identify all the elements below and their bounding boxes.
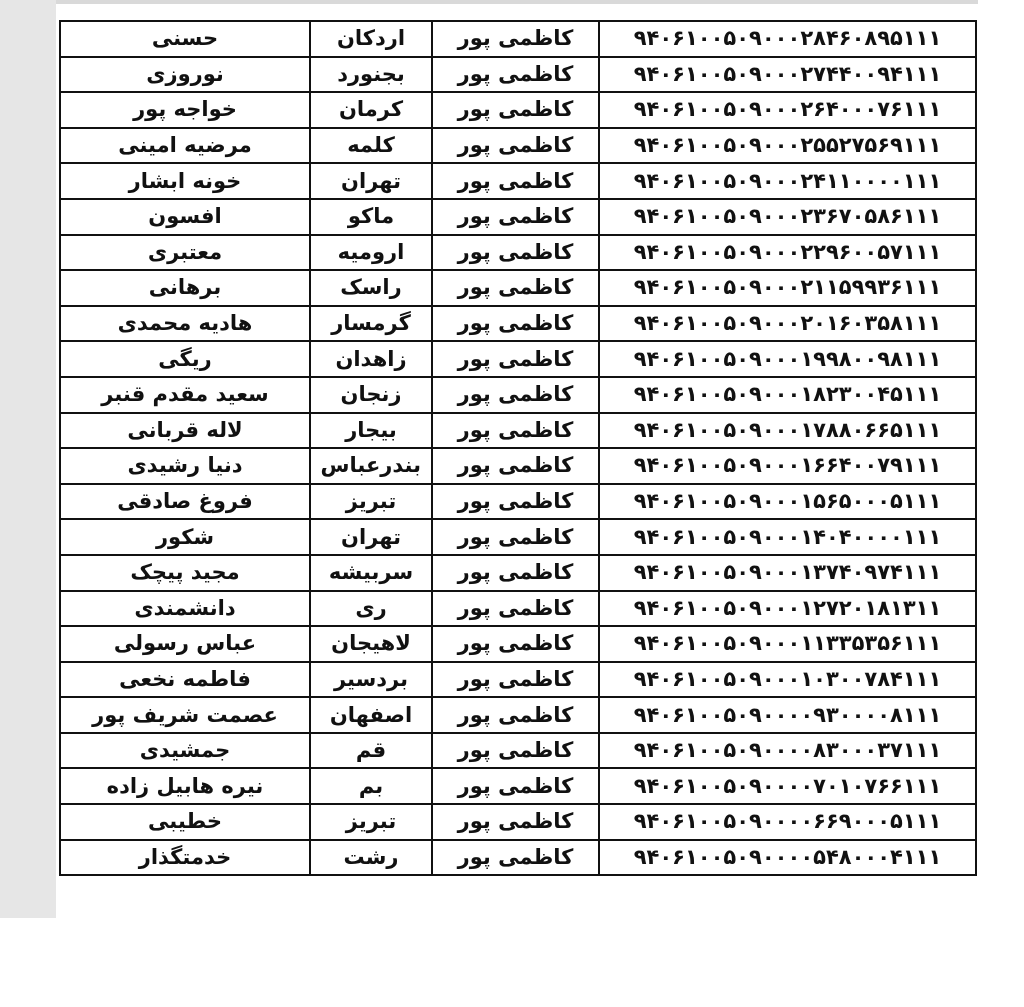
- city-cell: تهران: [310, 519, 432, 555]
- table-row: [60, 92, 976, 128]
- account-number-cell: ۹۴۰۶۱۰۰۵۰۹۰۰۰۰۸۳۰۰۰۳۷۱۱۱: [599, 733, 976, 769]
- account-number-cell: ۹۴۰۶۱۰۰۵۰۹۰۰۰۲۵۵۲۷۵۶۹۱۱۱: [599, 128, 976, 164]
- city-cell: ارومیه: [310, 235, 432, 271]
- city-cell: کلمه: [310, 128, 432, 164]
- name-cell: ریگی: [60, 341, 310, 377]
- account-number-cell: ۹۴۰۶۱۰۰۵۰۹۰۰۰۲۰۱۶۰۳۵۸۱۱۱: [599, 306, 976, 342]
- city-cell: بردسیر: [310, 662, 432, 698]
- account-number-cell: ۹۴۰۶۱۰۰۵۰۹۰۰۰۲۳۶۷۰۵۸۶۱۱۱: [599, 199, 976, 235]
- city-cell: اردکان: [310, 21, 432, 57]
- name-cell: فروغ صادقی: [60, 484, 310, 520]
- surname-cell: کاظمی پور: [432, 662, 599, 698]
- records-table: [59, 20, 977, 876]
- name-cell: معتبری: [60, 235, 310, 271]
- account-number-cell: ۹۴۰۶۱۰۰۵۰۹۰۰۰۲۸۴۶۰۸۹۵۱۱۱: [599, 21, 976, 57]
- surname-cell: کاظمی پور: [432, 733, 599, 769]
- city-cell: بجنورد: [310, 57, 432, 93]
- city-cell: لاهیجان: [310, 626, 432, 662]
- city-cell: اصفهان: [310, 697, 432, 733]
- table-row: [60, 413, 976, 449]
- name-cell: عصمت شریف پور: [60, 697, 310, 733]
- table-row: [60, 697, 976, 733]
- surname-cell: کاظمی پور: [432, 840, 599, 876]
- account-number-cell: ۹۴۰۶۱۰۰۵۰۹۰۰۰۱۵۶۵۰۰۰۵۱۱۱: [599, 484, 976, 520]
- city-cell: تبریز: [310, 484, 432, 520]
- account-number-cell: ۹۴۰۶۱۰۰۵۰۹۰۰۰۰۷۰۱۰۷۶۶۱۱۱: [599, 768, 976, 804]
- table-row: [60, 448, 976, 484]
- surname-cell: کاظمی پور: [432, 21, 599, 57]
- table-row: [60, 840, 976, 876]
- scan-top-edge: [56, 0, 978, 4]
- name-cell: دنیا رشیدی: [60, 448, 310, 484]
- surname-cell: کاظمی پور: [432, 591, 599, 627]
- name-cell: سعید مقدم قنبر: [60, 377, 310, 413]
- surname-cell: کاظمی پور: [432, 448, 599, 484]
- surname-cell: کاظمی پور: [432, 92, 599, 128]
- city-cell: رشت: [310, 840, 432, 876]
- table-row: [60, 128, 976, 164]
- surname-cell: کاظمی پور: [432, 377, 599, 413]
- surname-cell: کاظمی پور: [432, 235, 599, 271]
- table-row: [60, 484, 976, 520]
- account-number-cell: ۹۴۰۶۱۰۰۵۰۹۰۰۰۱۱۳۳۵۳۵۶۱۱۱: [599, 626, 976, 662]
- account-number-cell: ۹۴۰۶۱۰۰۵۰۹۰۰۰۱۰۳۰۰۷۸۴۱۱۱: [599, 662, 976, 698]
- surname-cell: کاظمی پور: [432, 555, 599, 591]
- city-cell: بم: [310, 768, 432, 804]
- records-body: [60, 21, 976, 875]
- name-cell: نیره هابیل زاده: [60, 768, 310, 804]
- account-number-cell: ۹۴۰۶۱۰۰۵۰۹۰۰۰۱۶۶۴۰۰۷۹۱۱۱: [599, 448, 976, 484]
- account-number-cell: ۹۴۰۶۱۰۰۵۰۹۰۰۰۱۹۹۸۰۰۹۸۱۱۱: [599, 341, 976, 377]
- name-cell: برهانی: [60, 270, 310, 306]
- surname-cell: کاظمی پور: [432, 697, 599, 733]
- name-cell: لاله قربانی: [60, 413, 310, 449]
- table-row: [60, 768, 976, 804]
- surname-cell: کاظمی پور: [432, 270, 599, 306]
- name-cell: خطیبی: [60, 804, 310, 840]
- name-cell: عباس رسولی: [60, 626, 310, 662]
- city-cell: زنجان: [310, 377, 432, 413]
- surname-cell: کاظمی پور: [432, 306, 599, 342]
- account-number-cell: ۹۴۰۶۱۰۰۵۰۹۰۰۰۲۶۴۰۰۰۷۶۱۱۱: [599, 92, 976, 128]
- account-number-cell: ۹۴۰۶۱۰۰۵۰۹۰۰۰۱۷۸۸۰۶۶۵۱۱۱: [599, 413, 976, 449]
- surname-cell: کاظمی پور: [432, 341, 599, 377]
- city-cell: تهران: [310, 163, 432, 199]
- account-number-cell: ۹۴۰۶۱۰۰۵۰۹۰۰۰۱۴۰۴۰۰۰۰۱۱۱: [599, 519, 976, 555]
- account-number-cell: ۹۴۰۶۱۰۰۵۰۹۰۰۰۰۵۴۸۰۰۰۴۱۱۱: [599, 840, 976, 876]
- name-cell: نوروزی: [60, 57, 310, 93]
- account-number-cell: ۹۴۰۶۱۰۰۵۰۹۰۰۰۲۷۴۴۰۰۹۴۱۱۱: [599, 57, 976, 93]
- surname-cell: کاظمی پور: [432, 163, 599, 199]
- surname-cell: کاظمی پور: [432, 57, 599, 93]
- table-row: [60, 804, 976, 840]
- surname-cell: کاظمی پور: [432, 484, 599, 520]
- surname-cell: کاظمی پور: [432, 626, 599, 662]
- name-cell: فاطمه نخعی: [60, 662, 310, 698]
- table-row: [60, 21, 976, 57]
- city-cell: ری: [310, 591, 432, 627]
- table-row: [60, 270, 976, 306]
- city-cell: گرمسار: [310, 306, 432, 342]
- table-row: [60, 57, 976, 93]
- city-cell: تبریز: [310, 804, 432, 840]
- city-cell: زاهدان: [310, 341, 432, 377]
- table-row: [60, 306, 976, 342]
- name-cell: حسنی: [60, 21, 310, 57]
- account-number-cell: ۹۴۰۶۱۰۰۵۰۹۰۰۰۱۳۷۴۰۹۷۴۱۱۱: [599, 555, 976, 591]
- surname-cell: کاظمی پور: [432, 804, 599, 840]
- surname-cell: کاظمی پور: [432, 128, 599, 164]
- surname-cell: کاظمی پور: [432, 199, 599, 235]
- name-cell: خواجه پور: [60, 92, 310, 128]
- account-number-cell: ۹۴۰۶۱۰۰۵۰۹۰۰۰۱۸۲۳۰۰۴۵۱۱۱: [599, 377, 976, 413]
- name-cell: افسون: [60, 199, 310, 235]
- table-row: [60, 377, 976, 413]
- account-number-cell: ۹۴۰۶۱۰۰۵۰۹۰۰۰۰۹۳۰۰۰۰۸۱۱۱: [599, 697, 976, 733]
- account-number-cell: ۹۴۰۶۱۰۰۵۰۹۰۰۰۲۴۱۱۰۰۰۰۱۱۱: [599, 163, 976, 199]
- account-number-cell: ۹۴۰۶۱۰۰۵۰۹۰۰۰۱۲۷۲۰۱۸۱۳۱۱: [599, 591, 976, 627]
- table-row: [60, 591, 976, 627]
- surname-cell: کاظمی پور: [432, 519, 599, 555]
- table-row: [60, 163, 976, 199]
- name-cell: مجید پیچک: [60, 555, 310, 591]
- table-row: [60, 341, 976, 377]
- table-row: [60, 662, 976, 698]
- table-row: [60, 626, 976, 662]
- name-cell: هادیه محمدی: [60, 306, 310, 342]
- name-cell: مرضیه امینی: [60, 128, 310, 164]
- scan-margin: [0, 0, 56, 918]
- city-cell: بیجار: [310, 413, 432, 449]
- city-cell: قم: [310, 733, 432, 769]
- name-cell: دانشمندی: [60, 591, 310, 627]
- table-row: [60, 733, 976, 769]
- city-cell: راسک: [310, 270, 432, 306]
- city-cell: ماکو: [310, 199, 432, 235]
- city-cell: سربیشه: [310, 555, 432, 591]
- city-cell: کرمان: [310, 92, 432, 128]
- surname-cell: کاظمی پور: [432, 768, 599, 804]
- account-number-cell: ۹۴۰۶۱۰۰۵۰۹۰۰۰۰۶۶۹۰۰۰۵۱۱۱: [599, 804, 976, 840]
- name-cell: جمشیدی: [60, 733, 310, 769]
- table-row: [60, 555, 976, 591]
- account-number-cell: ۹۴۰۶۱۰۰۵۰۹۰۰۰۲۱۱۵۹۹۳۶۱۱۱: [599, 270, 976, 306]
- name-cell: خدمتگذار: [60, 840, 310, 876]
- city-cell: بندرعباس: [310, 448, 432, 484]
- table-row: [60, 519, 976, 555]
- surname-cell: کاظمی پور: [432, 413, 599, 449]
- name-cell: شکور: [60, 519, 310, 555]
- name-cell: خونه ابشار: [60, 163, 310, 199]
- account-number-cell: ۹۴۰۶۱۰۰۵۰۹۰۰۰۲۲۹۶۰۰۵۷۱۱۱: [599, 235, 976, 271]
- table-row: [60, 199, 976, 235]
- table-row: [60, 235, 976, 271]
